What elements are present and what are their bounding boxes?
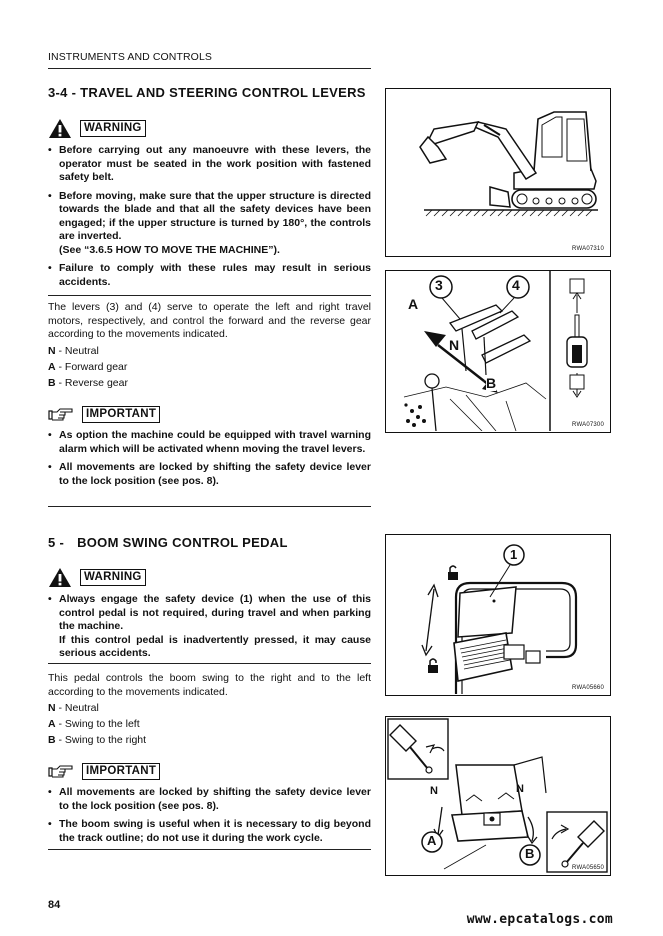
important-label: IMPORTANT: [82, 406, 160, 423]
travel-levers-illustration: [385, 270, 611, 433]
reverse-label: B: [486, 375, 497, 391]
lever-3-label: 3: [435, 277, 443, 293]
important-bullet-list: [48, 429, 371, 493]
neutral-left-label: N: [430, 785, 438, 797]
pedal-movement-illustration: [385, 716, 611, 876]
warning-bullet: • Before carrying out any manoeuvre with these levers, the operator must be seated in the work position with fastened safety belt.: [48, 144, 371, 185]
levers-legend: [48, 343, 371, 391]
warning-continuation: If this control pedal is inadvertently pressed, it may cause serious accidents.: [59, 633, 371, 659]
warning-bullet: • Always engage the safety device (1) when the use of this control pedal is not required, during travel and when parking the machine.: [48, 593, 371, 634]
legend-item: B - Reverse gear: [48, 377, 128, 389]
warning-label: WARNING: [80, 120, 146, 137]
warning-bullet: • Failure to comply with these rules may result in serious accidents.: [48, 262, 371, 289]
header-rule: [48, 68, 371, 69]
neutral-right-label: N: [516, 783, 524, 795]
important-callout: [48, 760, 160, 782]
warning-bullet-list: [48, 593, 371, 661]
legend-item: A - Forward gear: [48, 361, 128, 373]
section-title-boom-swing: 5 - BOOM SWING CONTROL PEDAL: [48, 535, 288, 550]
boom-swing-pedal-illustration: [385, 534, 611, 696]
warning-triangle-icon: [48, 118, 72, 139]
figure-code: RWA07310: [572, 246, 604, 252]
important-bullet: • As option the machine could be equipped with travel warning alarm which will be activated whenn moving the travel levers.: [48, 429, 371, 456]
legend-item: B - Swing to the right: [48, 734, 147, 746]
swing-left-label: A: [427, 833, 437, 848]
pedal-movement-drawing: [386, 717, 609, 874]
warning-triangle-icon: [48, 567, 72, 588]
padlock-open-icon: [428, 659, 438, 673]
legend-item: N - Neutral: [48, 345, 99, 357]
swing-right-label: B: [525, 846, 535, 861]
warning-bullet: • Before moving, make sure that the upper structure is directed towards the blade and that all the safety devices have been engaged; if the upper structure is turned by 180°, the controls are inverted.: [48, 190, 371, 244]
important-bullet: • The boom swing is useful when it is necessary to dig beyond the track outline; do not use it during the work cycle.: [48, 818, 371, 845]
levers-description: The levers (3) and (4) serve to operate the left and right travel motors, respectively, and control the forward and the reverse gear according to the movements indicated.: [48, 301, 371, 340]
excavator-drawing: [386, 89, 609, 255]
important-label: IMPORTANT: [82, 763, 160, 780]
padlock-icon: [448, 566, 458, 580]
pedal-safety-drawing: [386, 535, 609, 694]
section-divider: [48, 295, 371, 296]
excavator-illustration: [385, 88, 611, 257]
safety-device-label: 1: [510, 547, 518, 562]
legend-item: A - Swing to the left: [48, 718, 140, 730]
pedal-description: This pedal controls the boom swing to the right and to the left according to the movements indicated.: [48, 672, 371, 698]
section-divider: [48, 849, 371, 850]
section-title-travel-levers: 3-4 - TRAVEL AND STEERING CONTROL LEVERS: [48, 85, 366, 100]
warning-reference: (See “3.6.5 HOW TO MOVE THE MACHINE”).: [59, 243, 280, 256]
warning-callout: [48, 566, 146, 588]
section-divider: [48, 663, 371, 664]
running-header: INSTRUMENTS AND CONTROLS: [48, 51, 212, 63]
important-bullet: • All movements are locked by shifting the safety device lever to the lock position (see pos. 8).: [48, 461, 371, 488]
warning-label: WARNING: [80, 569, 146, 586]
legend-item: N - Neutral: [48, 702, 99, 714]
important-bullet-list: [48, 786, 371, 850]
forward-label: A: [408, 296, 419, 312]
page-number: 84: [48, 899, 61, 911]
figure-code: RWA07300: [572, 422, 604, 428]
travel-levers-drawing: [386, 271, 609, 431]
section-divider: [48, 506, 371, 507]
watermark-url: www.epcatalogs.com: [466, 912, 613, 927]
pedal-legend: [48, 700, 371, 748]
warning-callout: [48, 117, 146, 139]
figure-code: RWA05660: [572, 685, 604, 691]
neutral-label: N: [449, 337, 460, 353]
important-bullet: • All movements are locked by shifting the safety device lever to the lock position (see pos. 8).: [48, 786, 371, 813]
pointing-hand-icon: [48, 764, 74, 778]
pointing-hand-icon: [48, 407, 74, 421]
important-callout: [48, 403, 160, 425]
figure-code: RWA05650: [572, 865, 604, 871]
warning-bullet-list: [48, 144, 371, 294]
lever-4-label: 4: [512, 277, 520, 293]
